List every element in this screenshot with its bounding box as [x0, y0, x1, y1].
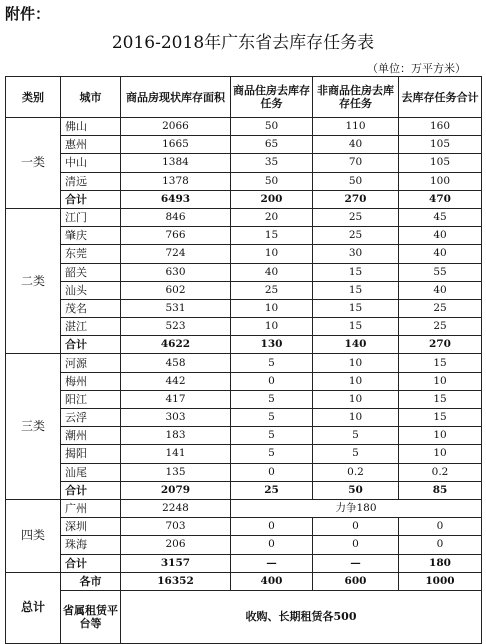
nonres-task-cell: 50 — [313, 172, 399, 190]
city-cell: 惠州 — [61, 136, 121, 154]
res-task-cell: 5 — [231, 427, 313, 445]
nonres-task-cell: 15 — [313, 299, 399, 317]
table-row — [6, 318, 482, 336]
grand-total-label: 总计 — [6, 572, 61, 643]
nonres-task-cell: 70 — [313, 154, 399, 172]
subtotal-row — [6, 190, 482, 208]
city-cell: 阳江 — [61, 390, 121, 408]
city-cell: 深圳 — [61, 518, 121, 536]
grand-total-res: 400 — [231, 572, 313, 590]
area-cell: 206 — [121, 536, 231, 554]
total-task-cell: 40 — [399, 227, 482, 245]
nonres-task-cell: 0 — [313, 518, 399, 536]
res-task-cell: 0 — [231, 518, 313, 536]
area-cell: 1378 — [121, 172, 231, 190]
res-task-cell: 10 — [231, 245, 313, 263]
res-task-cell: 5 — [231, 390, 313, 408]
res-task-cell: 5 — [231, 354, 313, 372]
city-cell: 梅州 — [61, 372, 121, 390]
nonres-task-cell: 15 — [313, 281, 399, 299]
nonres-task-cell: 10 — [313, 409, 399, 427]
nonres-task-cell: 30 — [313, 245, 399, 263]
area-cell: 602 — [121, 281, 231, 299]
area-cell: 846 — [121, 208, 231, 226]
subtotal-label: 合计 — [61, 481, 121, 499]
subtotal-area: 6493 — [121, 190, 231, 208]
city-cell: 茂名 — [61, 299, 121, 317]
subtotal-total: 180 — [399, 554, 482, 572]
nonres-task-cell: 15 — [313, 318, 399, 336]
subtotal-res: 200 — [231, 190, 313, 208]
table-row — [6, 172, 482, 190]
header-nonresidential-task: 非商品住房去库存任务 — [313, 77, 399, 118]
header-residential-task: 商品住房去库存任务 — [231, 77, 313, 118]
city-cell: 清远 — [61, 172, 121, 190]
table-row — [6, 390, 482, 408]
platform-label: 省属租赁平台等 — [61, 590, 121, 643]
cities-label: 各市 — [61, 572, 121, 590]
table-row — [6, 299, 482, 317]
res-task-cell: 65 — [231, 136, 313, 154]
city-cell: 韶关 — [61, 263, 121, 281]
total-task-cell: 15 — [399, 409, 482, 427]
table-body — [6, 118, 482, 644]
area-cell: 523 — [121, 318, 231, 336]
attachment-label: 附件： — [5, 5, 51, 23]
total-task-cell: 45 — [399, 208, 482, 226]
table-row — [6, 281, 482, 299]
grand-total-area: 16352 — [121, 572, 231, 590]
res-task-cell: 0 — [231, 463, 313, 481]
res-task-cell: 50 — [231, 172, 313, 190]
area-cell: 141 — [121, 445, 231, 463]
city-cell: 汕头 — [61, 281, 121, 299]
subtotal-row — [6, 481, 482, 499]
table-row — [6, 245, 482, 263]
subtotal-total: 85 — [399, 481, 482, 499]
header-city: 城市 — [61, 77, 121, 118]
grand-total-row — [6, 572, 482, 590]
city-cell: 湛江 — [61, 318, 121, 336]
area-cell: 2066 — [121, 118, 231, 136]
table-row — [6, 499, 482, 517]
res-task-cell: 15 — [231, 227, 313, 245]
platform-text: 收购、长期租赁各500 — [121, 590, 482, 643]
total-task-cell: 55 — [399, 263, 482, 281]
area-cell: 1665 — [121, 136, 231, 154]
city-cell: 江门 — [61, 208, 121, 226]
page-title: 2016-2018年广东省去库存任务表 — [111, 33, 375, 53]
total-task-cell: 40 — [399, 281, 482, 299]
total-task-cell: 15 — [399, 354, 482, 372]
city-cell: 广州 — [61, 499, 121, 517]
area-cell: 458 — [121, 354, 231, 372]
area-cell: 531 — [121, 299, 231, 317]
subtotal-nonres: 140 — [313, 336, 399, 354]
table-row — [6, 372, 482, 390]
city-cell: 珠海 — [61, 536, 121, 554]
table-row — [6, 463, 482, 481]
unit-note: （单位：万平方米） — [367, 62, 466, 75]
table-row — [6, 409, 482, 427]
area-cell: 135 — [121, 463, 231, 481]
city-cell: 河源 — [61, 354, 121, 372]
res-task-cell: 25 — [231, 281, 313, 299]
total-task-cell: 160 — [399, 118, 482, 136]
total-task-cell: 100 — [399, 172, 482, 190]
subtotal-area: 4622 — [121, 336, 231, 354]
total-task-cell: 25 — [399, 299, 482, 317]
res-task-cell: 20 — [231, 208, 313, 226]
city-cell: 东莞 — [61, 245, 121, 263]
nonres-task-cell: 15 — [313, 263, 399, 281]
table-row — [6, 118, 482, 136]
platform-row — [6, 590, 482, 643]
header-commercial-area: 商品房现状库存面积 — [121, 77, 231, 118]
nonres-task-cell: 5 — [313, 445, 399, 463]
subtotal-label: 合计 — [61, 336, 121, 354]
city-cell: 中山 — [61, 154, 121, 172]
category-cell: 三类 — [6, 354, 61, 500]
nonres-task-cell: 10 — [313, 372, 399, 390]
subtotal-nonres: 50 — [313, 481, 399, 499]
table-row — [6, 427, 482, 445]
subtotal-label: 合计 — [61, 190, 121, 208]
header-total-task: 去库存任务合计 — [399, 77, 482, 118]
subtotal-nonres: — — [313, 554, 399, 572]
area-cell: 2248 — [121, 499, 231, 517]
table-row — [6, 354, 482, 372]
city-cell: 汕尾 — [61, 463, 121, 481]
city-cell: 潮州 — [61, 427, 121, 445]
table-row — [6, 154, 482, 172]
inventory-task-table — [5, 76, 482, 644]
city-cell: 佛山 — [61, 118, 121, 136]
city-cell: 揭阳 — [61, 445, 121, 463]
nonres-task-cell: 5 — [313, 427, 399, 445]
subtotal-row — [6, 554, 482, 572]
res-task-cell: 5 — [231, 409, 313, 427]
subtotal-total: 470 — [399, 190, 482, 208]
table-row — [6, 445, 482, 463]
total-task-cell: 40 — [399, 245, 482, 263]
header-category: 类别 — [6, 77, 61, 118]
table-row — [6, 136, 482, 154]
table-row — [6, 227, 482, 245]
total-task-cell: 10 — [399, 427, 482, 445]
res-task-cell: 35 — [231, 154, 313, 172]
nonres-task-cell: 25 — [313, 208, 399, 226]
category-cell: 二类 — [6, 208, 61, 354]
subtotal-area: 3157 — [121, 554, 231, 572]
subtotal-nonres: 270 — [313, 190, 399, 208]
res-task-cell: 40 — [231, 263, 313, 281]
table-row — [6, 263, 482, 281]
area-cell: 442 — [121, 372, 231, 390]
res-task-cell: 10 — [231, 318, 313, 336]
res-task-cell: 50 — [231, 118, 313, 136]
total-task-cell: 0 — [399, 536, 482, 554]
area-cell: 766 — [121, 227, 231, 245]
grand-total-nonres: 600 — [313, 572, 399, 590]
category-cell: 四类 — [6, 499, 61, 572]
total-task-cell: 0 — [399, 518, 482, 536]
table-header-row — [6, 77, 482, 118]
total-task-cell: 15 — [399, 390, 482, 408]
table-row — [6, 518, 482, 536]
subtotal-label: 合计 — [61, 554, 121, 572]
res-task-cell: 0 — [231, 536, 313, 554]
nonres-task-cell: 10 — [313, 354, 399, 372]
nonres-task-cell: 0.2 — [313, 463, 399, 481]
area-cell: 303 — [121, 409, 231, 427]
total-task-cell: 10 — [399, 445, 482, 463]
total-task-cell: 10 — [399, 372, 482, 390]
area-cell: 417 — [121, 390, 231, 408]
subtotal-total: 270 — [399, 336, 482, 354]
subtotal-res: 130 — [231, 336, 313, 354]
nonres-task-cell: 25 — [313, 227, 399, 245]
res-task-cell: 0 — [231, 372, 313, 390]
res-task-cell: 5 — [231, 445, 313, 463]
total-task-cell: 105 — [399, 136, 482, 154]
area-cell: 630 — [121, 263, 231, 281]
area-cell: 703 — [121, 518, 231, 536]
res-task-cell: 10 — [231, 299, 313, 317]
subtotal-res: — — [231, 554, 313, 572]
nonres-task-cell: 10 — [313, 390, 399, 408]
area-cell: 183 — [121, 427, 231, 445]
city-cell: 肇庆 — [61, 227, 121, 245]
total-task-cell: 25 — [399, 318, 482, 336]
table-row — [6, 536, 482, 554]
grand-total-total: 1000 — [399, 572, 482, 590]
area-cell: 1384 — [121, 154, 231, 172]
city-cell: 云浮 — [61, 409, 121, 427]
nonres-task-cell: 110 — [313, 118, 399, 136]
subtotal-row — [6, 336, 482, 354]
category-cell: 一类 — [6, 118, 61, 209]
area-cell: 724 — [121, 245, 231, 263]
nonres-task-cell: 0 — [313, 536, 399, 554]
total-task-cell: 0.2 — [399, 463, 482, 481]
nonres-task-cell: 40 — [313, 136, 399, 154]
subtotal-res: 25 — [231, 481, 313, 499]
table-row — [6, 208, 482, 226]
merged-task-cell: 力争180 — [231, 499, 482, 517]
subtotal-area: 2079 — [121, 481, 231, 499]
total-task-cell: 105 — [399, 154, 482, 172]
